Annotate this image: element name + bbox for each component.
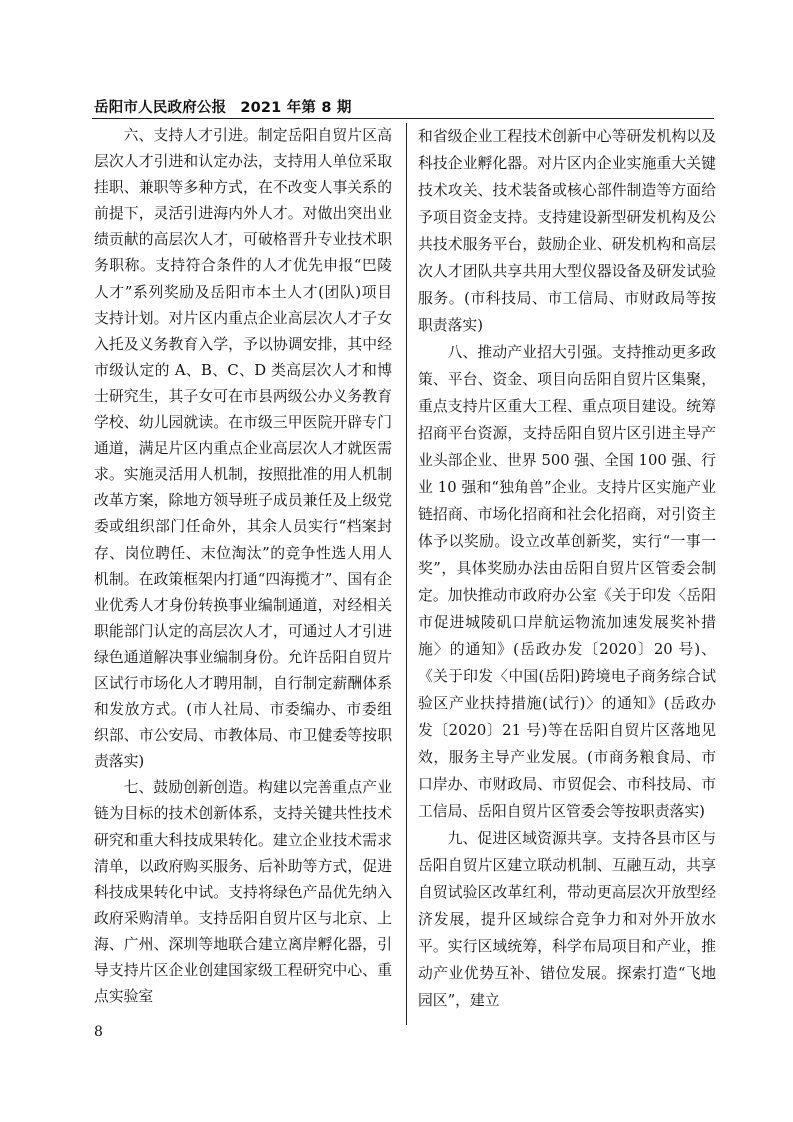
paragraph-investment: 八、推动产业招大引强。支持推动更多政策、平台、资金、项目向岳阳自贸片区集聚，重点支持片区重大工程、重点项目建设。统筹招商平台资源，支持岳阳自贸片区引进主导产业头部企业、世界 500 强、全国 100 强、行业 10 强和“独角兽”企业。支持片区实施产业链招商、市场化招商和社会化招商，对引资主体予以奖励。设立改革创新奖，实行“一事一奖”，具体奖励办法由岳阳自贸片区管委会制定。加快推动市政府办公室《关于印发〈岳阳市促进城陵矶口岸航运物流加速发展奖补措施〉的通知》(岳政办发〔2020〕20 号)、《关于印发〈中国(岳阳)跨境电子商务综合试验区产业扶持措施(试行)〉的通知》(岳政办发〔2020〕21 号)等在岳阳自贸片区落地见效，服务主导产业发展。(市商务粮食局、市口岸办、市财政局、市贸促会、市科技局、市工信局、岳阳自贸片区管委会等按职责落实) xyxy=(418,344,716,820)
paragraph-talent: 六、支持人才引进。制定岳阳自贸片区高层次人才引进和认定办法，支持用人单位采取挂职、兼职等多种方式，在不改变人事关系的前提下，灵活引进海内外人才。对做出突出业绩贡献的高层次人才，可破格晋升专业技术职务职称。支持符合条件的人才优先申报“巴陵人才”系列奖励及岳阳市本土人才(团队)项目支持计划。对片区内重点企业高层次人才子女入托及义务教育入学，予以协调安排，其中经市级认定的 A、B、C、D 类高层次人才和博士研究生，其子女可在市县两级公办义务教育学校、幼儿园就读。在市级三甲医院开辟专门通道，满足片区内重点企业高层次人才就医需求。实施灵活用人机制，按照批准的用人机制改革方案，除地方领导班子成员兼任及上级党委或组织部门任命外，其余人员实行“档案封存、岗位聘任、末位淘汰”的竞争性选人用人机制。在政策框架内打通“四海揽才”、国有企业优秀人才身份转换事业编制通道，对经相关职能部门认定的高层次人才，可通过人才引进绿色通道解决事业编制身份。允许岳阳自贸片区试行市场化人才聘用制，自行制定薪酬体系和发放方式。(市人社局、市委编办、市委组织部、市公安局、市教体局、市卫健委等按职责落实) xyxy=(94,127,392,771)
paragraph-regional-sharing: 九、促进区域资源共享。支持各县市区与岳阳自贸片区建立联动机制、互融互动，共享自贸试验区改革红利，带动更高层次开放型经济发展，提升区域综合竞争力和对外开放水平。实行区域统筹，科学布局项目和产业，推动产业优势互补、错位发展。探索打造“飞地园区”，建立 xyxy=(418,830,716,1009)
right-column xyxy=(418,123,716,1014)
paragraph-innovation: 七、鼓励创新创造。构建以完善重点产业链为目标的技术创新体系，支持关键共性技术研究和重大科技成果转化。建立企业技术需求清单，以政府购买服务、后补助等方式，促进科技成果转化中试。支持将绿色产品优先纳入政府采购清单。支持岳阳自贸片区与北京、上海、广州、深圳等地联合建立离岸孵化器，引导支持片区企业创建国家级工程研究中心、重点实验室 xyxy=(94,779,392,1006)
header-rule xyxy=(92,118,714,119)
issue-number: 2021 年第 8 期 xyxy=(240,100,352,116)
page-number: 8 xyxy=(94,1024,103,1040)
gazette-title: 岳阳市人民政府公报 xyxy=(94,100,227,116)
left-column xyxy=(94,123,392,1010)
column-divider xyxy=(406,123,407,1025)
page-header xyxy=(94,96,352,117)
paragraph-innovation-continued: 和省级企业工程技术创新中心等研发机构以及科技企业孵化器。对片区内企业实施重大关键技术攻关、技术装备或核心部件制造等方面给予项目资金支持。支持建设新型研发机构及公共技术服务平台，鼓励企业、研发机构和高层次人才团队共享共用大型仪器设备及研发试验服务。(市科技局、市工信局、市财政局等按职责落实) xyxy=(418,128,716,334)
